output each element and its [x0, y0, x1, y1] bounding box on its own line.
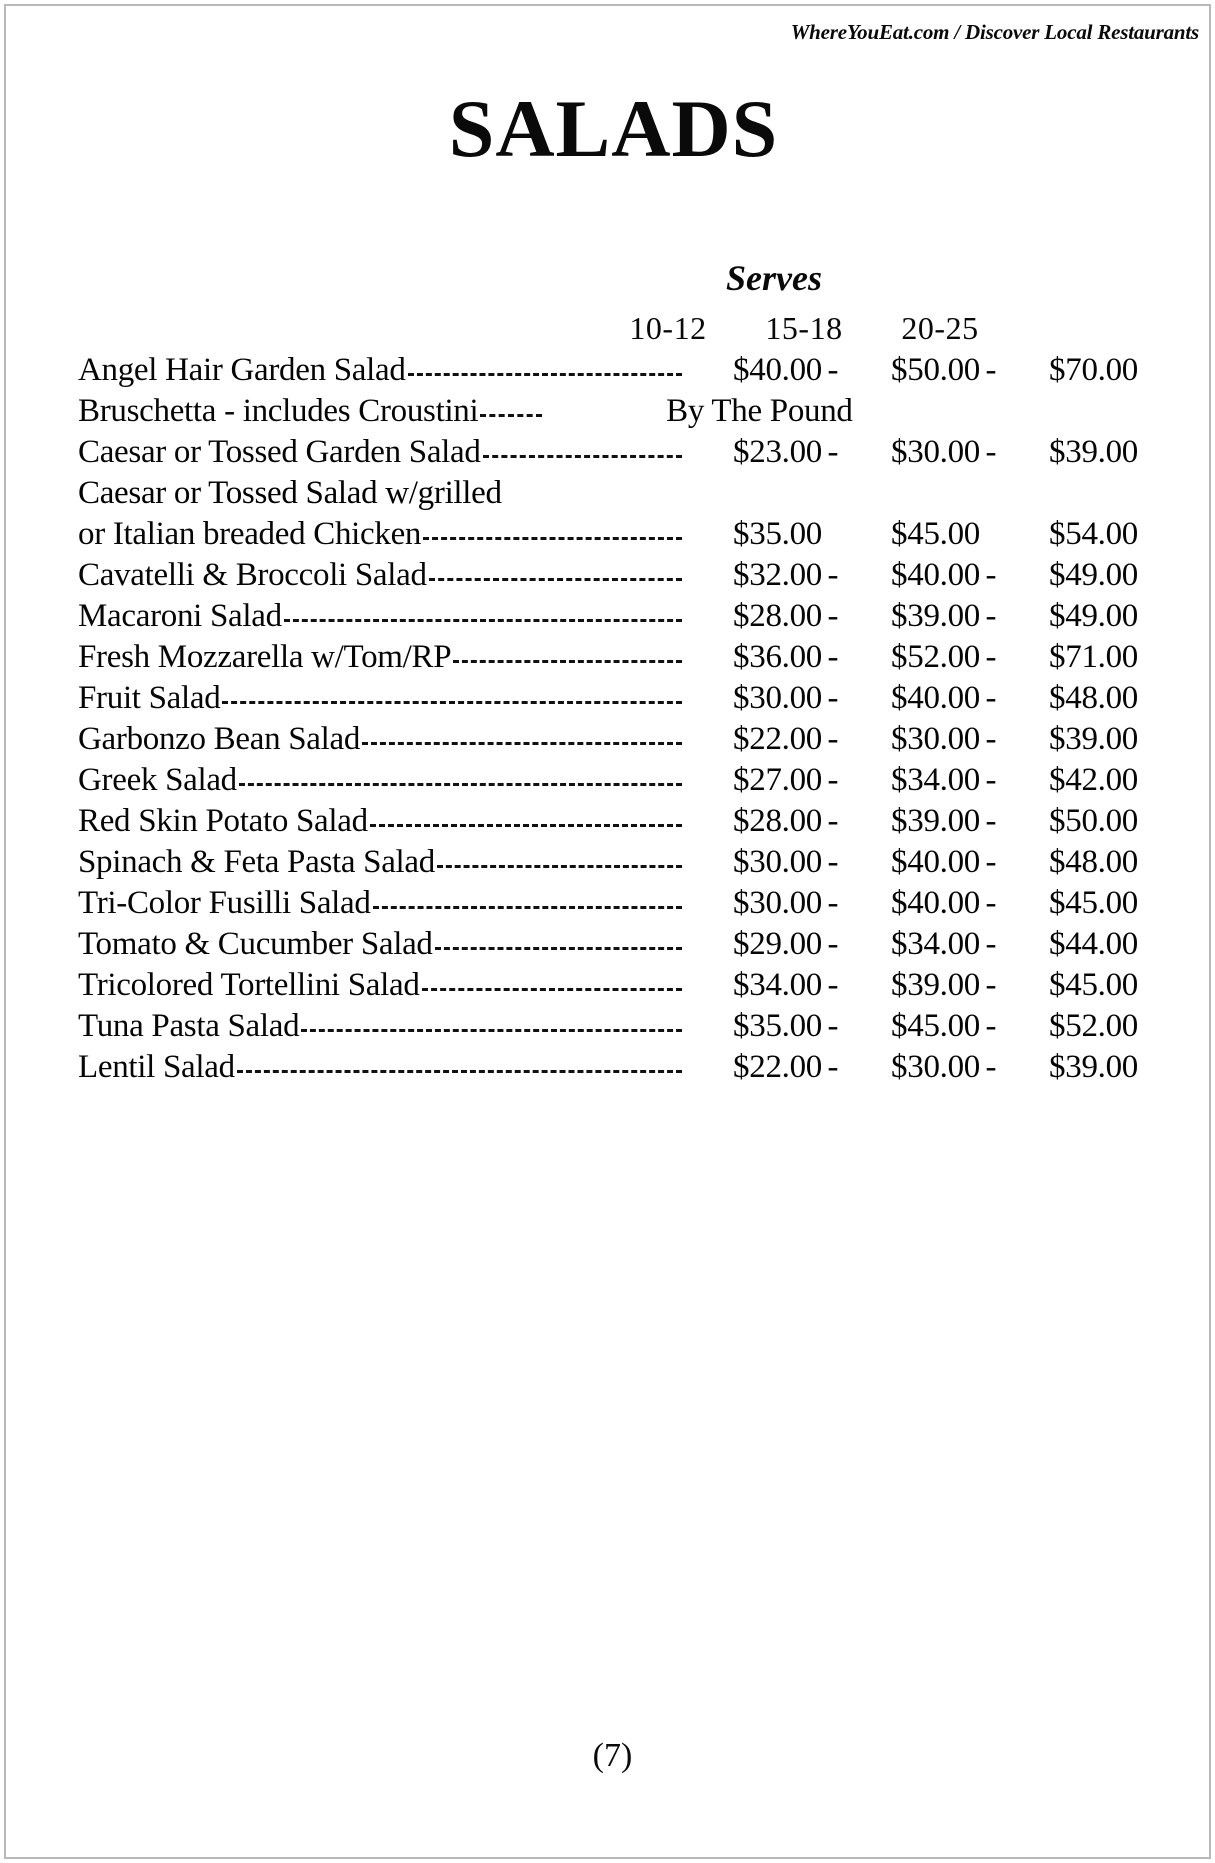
- price-10-12: $32.00: [733, 557, 822, 593]
- item-prices: [684, 801, 1138, 842]
- leader-dots: [429, 557, 682, 585]
- price-separator: -: [827, 557, 839, 593]
- column-header-spacer: [78, 310, 600, 346]
- item-name: or Italian breaded Chicken: [78, 516, 422, 552]
- item-name: Tri-Color Fusilli Salad: [78, 885, 371, 921]
- table-row: [78, 719, 1138, 760]
- price-20-25: $48.00: [1049, 680, 1138, 716]
- price-separator: -: [985, 844, 997, 880]
- price-20-25: $39.00: [1049, 721, 1138, 757]
- price-15-18: $45.00: [891, 516, 980, 552]
- item-name: Bruschetta - includes Croustini: [78, 393, 479, 429]
- price-15-18: $39.00: [891, 967, 980, 1003]
- price-20-25: $50.00: [1049, 803, 1138, 839]
- column-header-10-12: 10-12: [629, 310, 707, 346]
- price-separator: -: [827, 352, 839, 388]
- serves-label: Serves: [726, 258, 822, 298]
- table-row: [78, 678, 1138, 719]
- leader-dots: [483, 434, 682, 462]
- price-separator: -: [985, 885, 997, 921]
- leader-dots: [422, 967, 682, 995]
- item-name: Tricolored Tortellini Salad: [78, 967, 420, 1003]
- price-15-18: $39.00: [891, 598, 980, 634]
- price-20-25: $48.00: [1049, 844, 1138, 880]
- table-row: [78, 432, 1138, 473]
- table-row: [78, 801, 1138, 842]
- menu-item-rows: [78, 350, 1138, 1088]
- column-header-15-18: 15-18: [765, 310, 843, 346]
- table-row: [78, 760, 1138, 801]
- price-20-25: $39.00: [1049, 434, 1138, 470]
- price-10-12: $35.00: [733, 516, 822, 552]
- table-row: [78, 555, 1138, 596]
- item-prices: [684, 842, 1138, 883]
- price-20-25: $54.00: [1049, 516, 1138, 552]
- price-15-18: $30.00: [891, 434, 980, 470]
- column-header-20-25: 20-25: [901, 310, 979, 346]
- item-name: Greek Salad: [78, 762, 237, 798]
- price-separator: -: [827, 803, 839, 839]
- price-10-12: $30.00: [733, 680, 822, 716]
- price-10-12: $28.00: [733, 598, 822, 634]
- price-15-18: $45.00: [891, 1008, 980, 1044]
- item-prices: [684, 637, 1138, 678]
- price-separator: -: [827, 680, 839, 716]
- table-row: [78, 596, 1138, 637]
- item-name: Red Skin Potato Salad: [78, 803, 368, 839]
- price-separator: -: [827, 1008, 839, 1044]
- price-15-18: $52.00: [891, 639, 980, 675]
- item-name: Tuna Pasta Salad: [78, 1008, 300, 1044]
- leader-dots: [423, 516, 682, 544]
- price-10-12: $23.00: [733, 434, 822, 470]
- price-15-18: $30.00: [891, 1049, 980, 1085]
- item-name: Angel Hair Garden Salad: [78, 352, 406, 388]
- price-10-12: $27.00: [733, 762, 822, 798]
- table-row: [78, 883, 1138, 924]
- item-prices: [684, 760, 1138, 801]
- item-name: Cavatelli & Broccoli Salad: [78, 557, 427, 593]
- leader-dots: [437, 844, 682, 872]
- item-prices: [684, 596, 1138, 637]
- price-separator: -: [827, 639, 839, 675]
- price-10-12: $28.00: [733, 803, 822, 839]
- salads-price-table: [78, 258, 1138, 1088]
- price-10-12: $34.00: [733, 967, 822, 1003]
- price-separator: -: [985, 680, 997, 716]
- item-prices: [684, 1006, 1138, 1047]
- price-20-25: $49.00: [1049, 598, 1138, 634]
- price-separator: -: [827, 721, 839, 757]
- price-10-12: $40.00: [733, 352, 822, 388]
- price-20-25: $44.00: [1049, 926, 1138, 962]
- price-20-25: $71.00: [1049, 639, 1138, 675]
- leader-dots: [480, 393, 542, 421]
- item-name: Tomato & Cucumber Salad: [78, 926, 433, 962]
- site-credit: WhereYouEat.com / Discover Local Restaurants: [790, 20, 1199, 44]
- price-separator: -: [827, 598, 839, 634]
- table-row: [78, 924, 1138, 965]
- price-20-25: $45.00: [1049, 967, 1138, 1003]
- leader-dots: [237, 1049, 682, 1077]
- price-15-18: $30.00: [891, 721, 980, 757]
- price-separator: -: [827, 434, 839, 470]
- price-15-18: $40.00: [891, 680, 980, 716]
- item-name: Garbonzo Bean Salad: [78, 721, 361, 757]
- price-separator: -: [985, 1008, 997, 1044]
- price-15-18: $50.00: [891, 352, 980, 388]
- price-separator: -: [985, 967, 997, 1003]
- item-name: Fresh Mozzarella w/Tom/RP: [78, 639, 452, 675]
- item-prices: [684, 1047, 1138, 1088]
- table-row: [78, 350, 1138, 391]
- leader-dots: [370, 803, 682, 831]
- price-separator: -: [827, 926, 839, 962]
- price-separator: -: [985, 598, 997, 634]
- leader-dots: [435, 926, 682, 954]
- price-separator: -: [985, 434, 997, 470]
- price-separator: -: [985, 639, 997, 675]
- price-20-25: $45.00: [1049, 885, 1138, 921]
- price-separator: -: [827, 885, 839, 921]
- price-separator: -: [985, 762, 997, 798]
- price-10-12: $35.00: [733, 1008, 822, 1044]
- price-separator: -: [985, 926, 997, 962]
- item-prices: [684, 924, 1138, 965]
- item-prices: [684, 432, 1138, 473]
- price-separator: -: [985, 557, 997, 593]
- item-prices: [684, 719, 1138, 760]
- item-name: Fruit Salad: [78, 680, 221, 716]
- table-row: [78, 1047, 1138, 1088]
- price-separator: -: [827, 967, 839, 1003]
- price-separator: -: [985, 1049, 997, 1085]
- price-separator: -: [985, 721, 997, 757]
- price-10-12: $22.00: [733, 1049, 822, 1085]
- item-prices: [684, 514, 1138, 555]
- price-separator: -: [827, 844, 839, 880]
- leader-dots: [373, 885, 682, 913]
- table-row: [78, 391, 1138, 432]
- leader-dots: [453, 639, 682, 667]
- by-the-pound-note: By The Pound: [666, 393, 853, 429]
- price-separator: -: [985, 803, 997, 839]
- item-prices: [684, 350, 1138, 391]
- price-20-25: $49.00: [1049, 557, 1138, 593]
- price-10-12: $22.00: [733, 721, 822, 757]
- leader-dots: [239, 762, 682, 790]
- table-row: [78, 514, 1138, 555]
- item-prices: [684, 555, 1138, 596]
- item-name: Spinach & Feta Pasta Salad: [78, 844, 435, 880]
- item-prices: [684, 678, 1138, 719]
- leader-dots: [301, 1008, 682, 1036]
- price-15-18: $34.00: [891, 926, 980, 962]
- price-separator: -: [827, 762, 839, 798]
- price-10-12: $30.00: [733, 885, 822, 921]
- leader-dots: [284, 598, 682, 626]
- item-prices: [684, 883, 1138, 924]
- leader-dots: [222, 680, 682, 708]
- leader-dots: [362, 721, 682, 749]
- price-10-12: $36.00: [733, 639, 822, 675]
- item-name: Lentil Salad: [78, 1049, 235, 1085]
- table-row: [78, 842, 1138, 883]
- price-10-12: $30.00: [733, 844, 822, 880]
- table-row: [78, 637, 1138, 678]
- leader-dots: [408, 352, 682, 380]
- price-15-18: $34.00: [891, 762, 980, 798]
- price-15-18: $40.00: [891, 557, 980, 593]
- item-name-line-1: Caesar or Tossed Salad w/grilled: [78, 475, 502, 511]
- item-prices: [684, 965, 1138, 1006]
- item-name: Caesar or Tossed Garden Salad: [78, 434, 481, 470]
- item-name: Macaroni Salad: [78, 598, 282, 634]
- price-separator: -: [827, 1049, 839, 1085]
- price-20-25: $52.00: [1049, 1008, 1138, 1044]
- price-20-25: $42.00: [1049, 762, 1138, 798]
- table-row: [78, 965, 1138, 1006]
- page-title: SALADS: [448, 82, 779, 174]
- price-separator: -: [985, 352, 997, 388]
- table-row: [78, 1006, 1138, 1047]
- price-20-25: $39.00: [1049, 1049, 1138, 1085]
- price-20-25: $70.00: [1049, 352, 1138, 388]
- price-10-12: $29.00: [733, 926, 822, 962]
- page-number: (7): [592, 1737, 633, 1774]
- column-header-row: [78, 310, 1138, 346]
- price-15-18: $39.00: [891, 803, 980, 839]
- price-15-18: $40.00: [891, 844, 980, 880]
- price-15-18: $40.00: [891, 885, 980, 921]
